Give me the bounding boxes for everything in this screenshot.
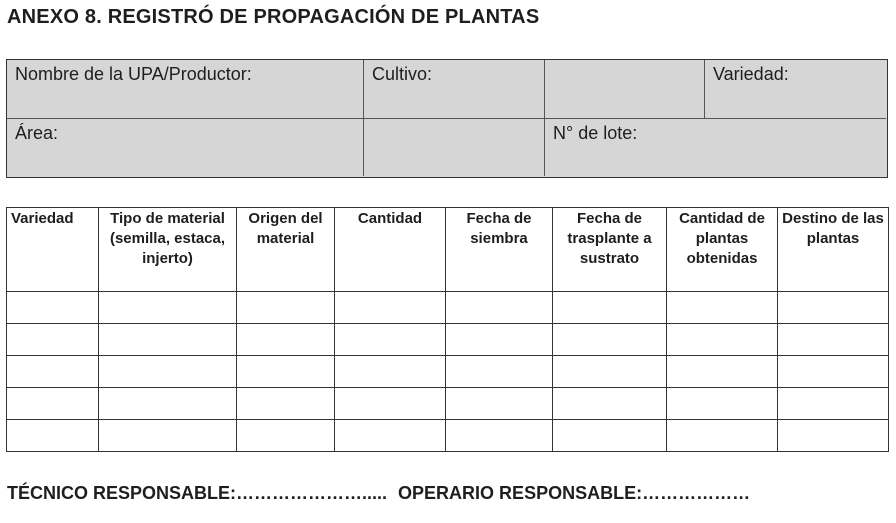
table-cell[interactable] bbox=[335, 388, 446, 420]
table-cell[interactable] bbox=[7, 356, 99, 388]
table-row bbox=[7, 292, 889, 324]
table-cell[interactable] bbox=[446, 324, 553, 356]
table-cell[interactable] bbox=[335, 420, 446, 452]
col-header-variety: Variedad bbox=[7, 208, 99, 292]
crop-value-field[interactable] bbox=[545, 60, 705, 119]
table-cell[interactable] bbox=[7, 292, 99, 324]
variety-label: Variedad: bbox=[713, 64, 789, 84]
col-header-destination: Destino de las plantas bbox=[778, 208, 889, 292]
crop-field[interactable] bbox=[364, 60, 545, 119]
table-cell[interactable] bbox=[667, 292, 778, 324]
operator-signature-line[interactable]: OPERARIO RESPONSABLE:……………… bbox=[398, 483, 751, 503]
table-row bbox=[7, 420, 889, 452]
producer-label: Nombre de la UPA/Productor: bbox=[15, 64, 252, 84]
table-cell[interactable] bbox=[7, 324, 99, 356]
table-cell[interactable] bbox=[778, 420, 889, 452]
table-cell[interactable] bbox=[335, 324, 446, 356]
table-cell[interactable] bbox=[778, 292, 889, 324]
table-cell[interactable] bbox=[446, 388, 553, 420]
propagation-register-table bbox=[6, 207, 889, 452]
table-cell[interactable] bbox=[237, 420, 335, 452]
table-row bbox=[7, 356, 889, 388]
table-cell[interactable] bbox=[778, 388, 889, 420]
table-cell[interactable] bbox=[99, 324, 237, 356]
area-label: Área: bbox=[15, 123, 59, 143]
table-cell[interactable] bbox=[237, 356, 335, 388]
table-cell[interactable] bbox=[667, 324, 778, 356]
table-header-row bbox=[7, 208, 889, 292]
table-cell[interactable] bbox=[778, 324, 889, 356]
lot-label: N° de lote: bbox=[553, 123, 638, 143]
col-header-plants-obtained: Cantidad de plantas obtenidas bbox=[667, 208, 778, 292]
table-cell[interactable] bbox=[99, 420, 237, 452]
table-cell[interactable] bbox=[335, 292, 446, 324]
table-cell[interactable] bbox=[446, 356, 553, 388]
table-cell[interactable] bbox=[667, 388, 778, 420]
col-header-quantity: Cantidad bbox=[335, 208, 446, 292]
table-cell[interactable] bbox=[553, 356, 667, 388]
table-cell[interactable] bbox=[778, 356, 889, 388]
col-header-origin: Origen del material bbox=[237, 208, 335, 292]
table-cell[interactable] bbox=[7, 388, 99, 420]
crop-label: Cultivo: bbox=[372, 64, 433, 84]
table-cell[interactable] bbox=[7, 420, 99, 452]
table-cell[interactable] bbox=[667, 356, 778, 388]
variety-field[interactable] bbox=[705, 60, 886, 119]
area-value-field[interactable] bbox=[364, 119, 545, 176]
col-header-material-type: Tipo de material (semilla, estaca, injerto) bbox=[99, 208, 237, 292]
signature-footer bbox=[7, 483, 756, 504]
table-cell[interactable] bbox=[446, 292, 553, 324]
table-cell[interactable] bbox=[446, 420, 553, 452]
producer-field[interactable] bbox=[7, 60, 364, 119]
table-cell[interactable] bbox=[553, 388, 667, 420]
area-field[interactable] bbox=[7, 119, 364, 176]
table-cell[interactable] bbox=[237, 388, 335, 420]
table-cell[interactable] bbox=[237, 292, 335, 324]
col-header-sowing-date: Fecha de siembra bbox=[446, 208, 553, 292]
form-title: ANEXO 8. REGISTRÓ DE PROPAGACIÓN DE PLANTAS bbox=[7, 6, 540, 28]
table-cell[interactable] bbox=[553, 420, 667, 452]
table-row bbox=[7, 324, 889, 356]
lot-field[interactable] bbox=[545, 119, 886, 176]
table-cell[interactable] bbox=[667, 420, 778, 452]
technician-signature-line[interactable]: TÉCNICO RESPONSABLE:…………………..... bbox=[7, 483, 388, 503]
table-cell[interactable] bbox=[237, 324, 335, 356]
table-cell[interactable] bbox=[553, 324, 667, 356]
table-cell[interactable] bbox=[99, 292, 237, 324]
table-cell[interactable] bbox=[335, 356, 446, 388]
col-header-transplant-date: Fecha de trasplante a sustrato bbox=[553, 208, 667, 292]
table-cell[interactable] bbox=[99, 388, 237, 420]
table-cell[interactable] bbox=[553, 292, 667, 324]
header-info-grid bbox=[6, 59, 888, 178]
table-row bbox=[7, 388, 889, 420]
table-cell[interactable] bbox=[99, 356, 237, 388]
